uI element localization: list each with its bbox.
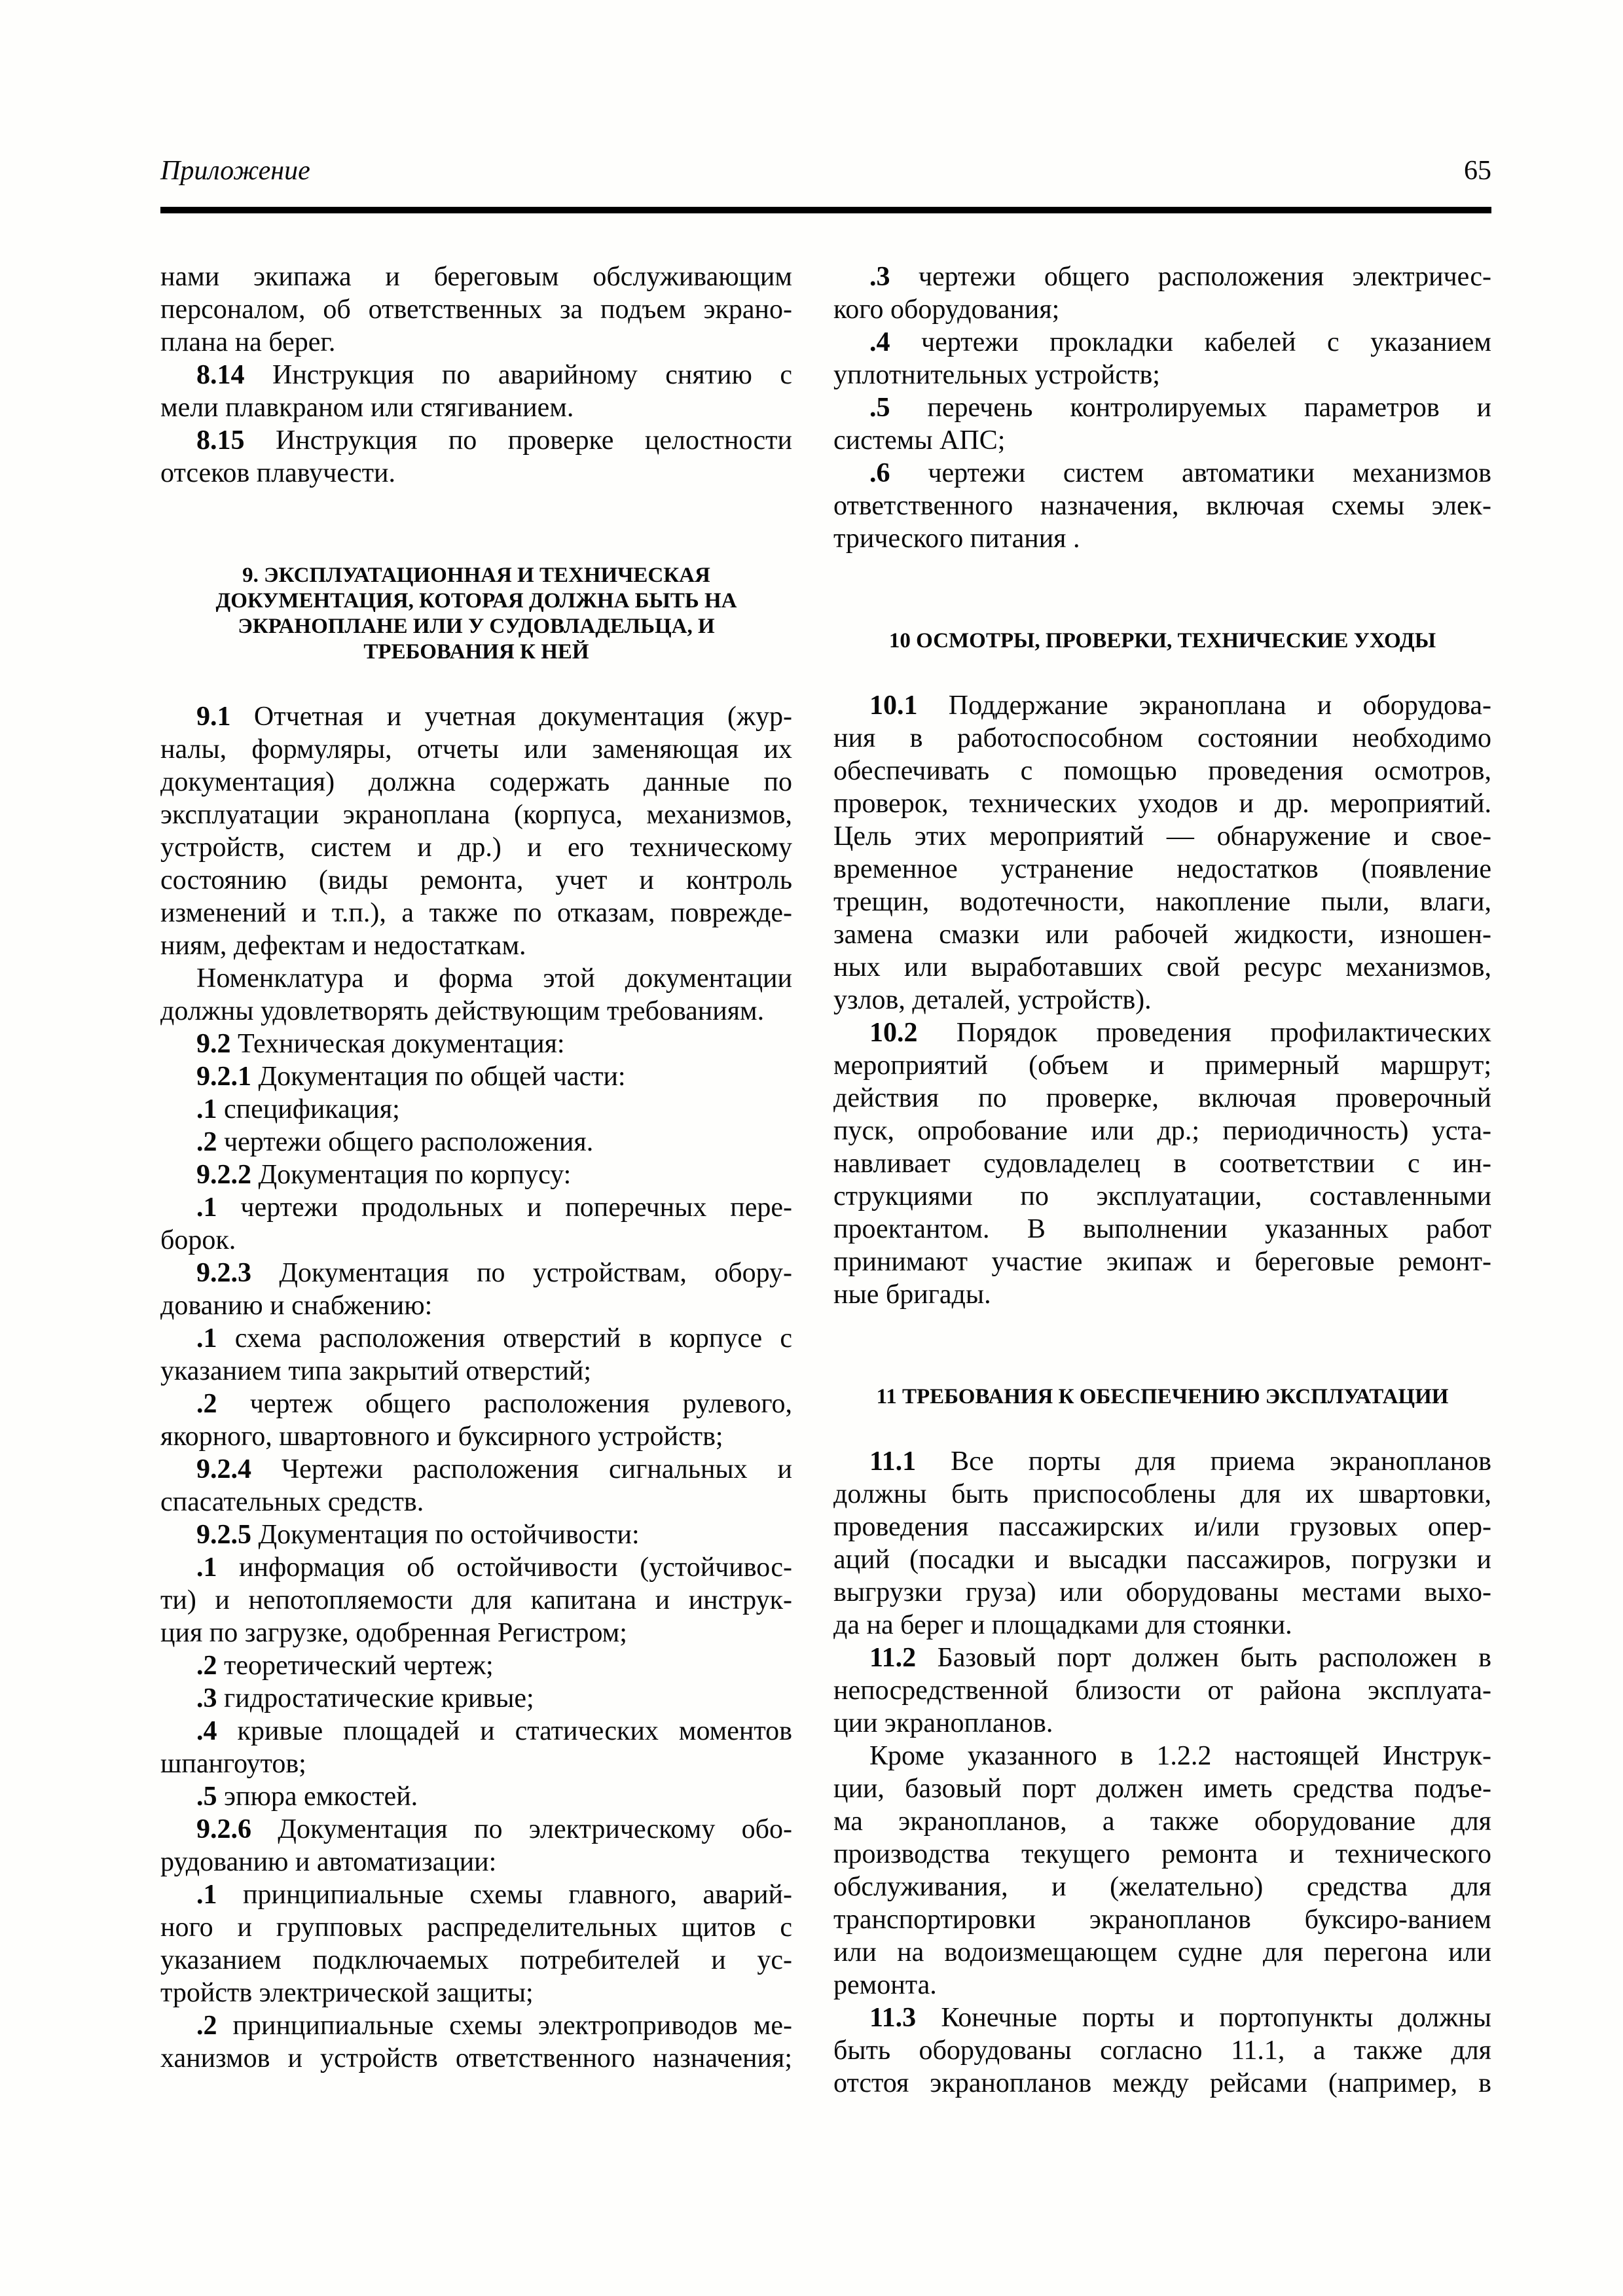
heading-line: ЭКРАНОПЛАНЕ ИЛИ У СУДОВЛАДЕЛЬЦА, И <box>238 615 715 638</box>
text-line: ции экранопланов. <box>833 1708 1053 1738</box>
text-line: 9.2 Техническая документация: <box>196 1029 565 1059</box>
paragraph <box>833 260 1491 326</box>
text-line: ханизмов и устройств ответственного назначения; <box>160 2043 792 2073</box>
right-column <box>833 260 1491 2100</box>
clause-number: .1 <box>196 1094 217 1124</box>
text-line: должны быть приспособлены для их швартовки, <box>833 1479 1491 1509</box>
paragraph <box>160 1518 792 1551</box>
text-line: документация) должна содержать данные по <box>160 767 792 797</box>
text-line: 9.2.2 Документация по корпусу: <box>196 1160 572 1190</box>
text-line: эксплуатации экраноплана (корпуса, механизмов, <box>160 800 792 830</box>
text-line: .4 кривые площадей и статических моментов <box>196 1716 792 1746</box>
heading-line: ДОКУМЕНТАЦИЯ, КОТОРАЯ ДОЛЖНА БЫТЬ НА <box>215 589 737 613</box>
clause-number: .2 <box>196 1127 217 1157</box>
text-line: .4 чертежи прокладки кабелей с указанием <box>869 327 1491 357</box>
text-line: 8.15 Инструкция по проверке целостности <box>196 425 792 456</box>
paragraph <box>160 1322 792 1388</box>
text-line: ния в работоспособном состоянии необходимо <box>833 723 1491 753</box>
paragraph <box>160 1388 792 1453</box>
text-line: спасательных средств. <box>160 1487 424 1517</box>
text-line: отстоя экранопланов между рейсами (например, в <box>833 2068 1491 2098</box>
text-line: дованию и снабжению: <box>160 1291 433 1321</box>
clause-number: .5 <box>869 393 890 423</box>
clause-number: 10.1 <box>869 691 918 721</box>
clause-number: .1 <box>196 1323 217 1354</box>
paragraph <box>160 1682 792 1715</box>
text-line: тройств электрической защиты; <box>160 1978 534 2008</box>
clause-number: .4 <box>196 1716 217 1746</box>
text-line: обслуживания, и (желательно) средства для <box>833 1872 1491 1902</box>
text-line: да на берег и площадками для стоянки. <box>833 1610 1292 1640</box>
paragraph <box>160 260 792 359</box>
text-line: уплотнительных устройств; <box>833 360 1160 390</box>
text-line: 9.2.1 Документация по общей части: <box>196 1062 626 1092</box>
text-line: указанием подключаемых потребителей и ус- <box>160 1945 792 1975</box>
paragraph <box>160 359 792 424</box>
clause-number: .2 <box>196 1389 217 1419</box>
text-line: ных или выработавших свой ресурс механизмов, <box>833 952 1491 982</box>
paragraph <box>160 962 792 1028</box>
text-line: производства текущего ремонта и технического <box>833 1839 1491 1869</box>
text-line: мероприятий (объем и примерный маршрут; <box>833 1050 1491 1081</box>
text-line: навливает судовладелец в соответствии с ин- <box>833 1149 1491 1179</box>
clause-number: 8.14 <box>196 360 245 390</box>
paragraph <box>160 1813 792 1878</box>
text-line: 11.3 Конечные порты и портопункты должны <box>869 2003 1491 2033</box>
text-line: ция по загрузке, одобренная Регистром; <box>160 1618 627 1648</box>
text-line: 11.1 Все порты для приема экранопланов <box>869 1446 1491 1477</box>
clause-number: .1 <box>196 1552 217 1583</box>
text-line: .6 чертежи систем автоматики механизмов <box>869 458 1491 488</box>
text-line: .1 принципиальные схемы главного, аварий- <box>196 1880 792 1910</box>
text-line: или на водоизмещающем судне для перегона или <box>833 1937 1491 1967</box>
clause-number: 9.2.6 <box>196 1814 251 1844</box>
text-line: Цель этих мероприятий — обнаружение и свое- <box>833 821 1491 852</box>
clause-number: 11.2 <box>869 1643 917 1673</box>
clause-number: 9.1 <box>196 702 231 732</box>
clause-number: 9.2.4 <box>196 1454 251 1484</box>
clause-number: .5 <box>196 1782 217 1812</box>
paragraph <box>833 1641 1491 1740</box>
text-line: трещин, водотечности, накопление пыли, влаги, <box>833 887 1491 917</box>
clause-number: .1 <box>196 1193 217 1223</box>
paragraph <box>833 326 1491 391</box>
text-line: устройств, систем и др.) и его техническому <box>160 833 792 863</box>
text-line: 10.1 Поддержание экраноплана и оборудова- <box>869 691 1491 721</box>
text-line: указанием типа закрытий отверстий; <box>160 1356 592 1386</box>
clause-number: .1 <box>196 1880 217 1910</box>
heading-line: ТРЕБОВАНИЯ К НЕЙ <box>363 640 589 664</box>
clause-number: 9.2.2 <box>196 1160 251 1190</box>
running-header-title: Приложение <box>160 156 310 186</box>
text-line: плана на берег. <box>160 327 336 357</box>
text-line: .1 чертежи продольных и поперечных пере- <box>196 1193 792 1223</box>
text-line: обеспечивать с помощью проведения осмотров, <box>833 756 1491 786</box>
section-heading <box>833 628 1491 654</box>
text-line: системы АПС; <box>833 425 1006 456</box>
heading-line: 9. ЭКСПЛУАТАЦИОННАЯ И ТЕХНИЧЕСКАЯ <box>242 564 710 587</box>
paragraph <box>833 1445 1491 1641</box>
clause-number: 9.2.5 <box>196 1520 251 1550</box>
text-columns <box>160 260 1491 2100</box>
text-line: пуск, опробование или др.; периодичность) уста- <box>833 1116 1491 1146</box>
text-line: аций (посадки и высадки пассажиров, погрузки и <box>833 1545 1491 1575</box>
text-line: нами экипажа и береговым обслуживающим <box>160 262 792 292</box>
text-line: Номенклатура и форма этой документации <box>196 963 792 994</box>
text-line: проектантом. В выполнении указанных работ <box>833 1214 1491 1244</box>
text-line: шпангоутов; <box>160 1749 306 1779</box>
text-line: 11.2 Базовый порт должен быть расположен в <box>869 1643 1491 1673</box>
text-line: 9.2.6 Документация по электрическому обо- <box>196 1814 792 1844</box>
clause-number: 11.1 <box>869 1446 917 1477</box>
clause-number: 9.2 <box>196 1029 231 1059</box>
text-line: ные бригады. <box>833 1280 991 1310</box>
text-line: проведения пассажирских и/или грузовых опер- <box>833 1512 1491 1542</box>
clause-number: 11.3 <box>869 2003 917 2033</box>
paragraph <box>160 1060 792 1093</box>
paragraph <box>833 391 1491 457</box>
section-heading <box>833 1384 1491 1410</box>
paragraph <box>833 689 1491 1016</box>
text-line: 9.1 Отчетная и учетная документация (жур- <box>196 702 792 732</box>
clause-number: .2 <box>196 1651 217 1681</box>
text-line: якорного, швартовного и буксирного устройств; <box>160 1422 723 1452</box>
clause-number: 9.2.1 <box>196 1062 251 1092</box>
text-line: трического питания . <box>833 524 1080 554</box>
text-line: .1 спецификация; <box>196 1094 400 1124</box>
clause-number: .3 <box>869 262 890 292</box>
paragraph <box>833 2001 1491 2100</box>
text-line: ции, базовый порт должен иметь средства подъе- <box>833 1774 1491 1804</box>
heading-line: 11 ТРЕБОВАНИЯ К ОБЕСПЕЧЕНИЮ ЭКСПЛУАТАЦИИ <box>876 1385 1449 1408</box>
heading-line: 10 ОСМОТРЫ, ПРОВЕРКИ, ТЕХНИЧЕСКИЕ УХОДЫ <box>888 629 1436 653</box>
text-line: ма экранопланов, а также оборудование для <box>833 1806 1491 1837</box>
text-line: действия по проверке, включая проверочный <box>833 1083 1491 1113</box>
text-line: транспортировки экранопланов буксиро-ванием <box>833 1905 1491 1935</box>
text-line: .2 чертежи общего расположения. <box>196 1127 594 1157</box>
paragraph <box>160 700 792 962</box>
text-line: замена смазки или рабочей жидкости, изношен- <box>833 920 1491 950</box>
text-line: 9.2.4 Чертежи расположения сигнальных и <box>196 1454 792 1484</box>
text-line: быть оборудованы согласно 11.1, а также для <box>833 2036 1491 2066</box>
paragraph <box>160 1191 792 1257</box>
text-line: .3 чертежи общего расположения электричес- <box>869 262 1491 292</box>
text-line: 9.2.3 Документация по устройствам, обору- <box>196 1258 792 1288</box>
text-line: .5 эпюра емкостей. <box>196 1782 418 1812</box>
text-line: изменений и т.п.), а также по отказам, поврежде- <box>160 898 792 928</box>
paragraph <box>160 1551 792 1649</box>
paragraph <box>833 1740 1491 2001</box>
text-line: .5 перечень контролируемых параметров и <box>869 393 1491 423</box>
text-line: состоянию (виды ремонта, учет и контроль <box>160 865 792 895</box>
text-line: проверок, технических уходов и др. мероприятий. <box>833 789 1491 819</box>
paragraph <box>160 1780 792 1813</box>
text-line: 8.14 Инструкция по аварийному снятию с <box>196 360 792 390</box>
text-line: непосредственной близости от района эксплуата- <box>833 1676 1491 1706</box>
text-line: ремонта. <box>833 1970 937 2000</box>
clause-number: 10.2 <box>869 1018 918 1048</box>
paragraph <box>833 1016 1491 1311</box>
text-line: ти) и непотопляемости для капитана и инструк- <box>160 1585 792 1615</box>
section-heading <box>160 563 792 665</box>
paragraph <box>160 1715 792 1780</box>
clause-number: .3 <box>196 1683 217 1713</box>
page-number: 65 <box>1464 156 1491 186</box>
text-line: ного и групповых распределительных щитов с <box>160 1912 792 1943</box>
text-line: узлов, деталей, устройств). <box>833 985 1152 1015</box>
text-line: налы, формуляры, отчеты или заменяющая их <box>160 734 792 764</box>
text-line: .1 схема расположения отверстий в корпусе с <box>196 1323 792 1354</box>
text-line: мели плавкраном или стягиванием. <box>160 393 574 423</box>
text-line: персоналом, об ответственных за подъем экрано- <box>160 295 792 325</box>
text-line: отсеков плавучести. <box>160 458 395 488</box>
paragraph <box>160 1453 792 1518</box>
paragraph <box>833 457 1491 555</box>
text-line: струкциями по эксплуатации, составленными <box>833 1181 1491 1211</box>
paragraph <box>160 1028 792 1060</box>
paragraph <box>160 1158 792 1191</box>
running-header <box>160 156 1491 186</box>
text-line: ниям, дефектам и недостаткам. <box>160 931 526 961</box>
text-line: должны удовлетворять действующим требованиям. <box>160 996 765 1026</box>
header-rule <box>160 207 1491 213</box>
left-column <box>160 260 792 2100</box>
text-line: .1 информация об остойчивости (устойчивос- <box>196 1552 792 1583</box>
text-line: 10.2 Порядок проведения профилактических <box>869 1018 1491 1048</box>
clause-number: .6 <box>869 458 890 488</box>
paragraph <box>160 1126 792 1158</box>
paragraph <box>160 2009 792 2075</box>
clause-number: 9.2.3 <box>196 1258 251 1288</box>
text-line: выгрузки груза) или оборудованы местами выхо- <box>833 1577 1491 1607</box>
paragraph <box>160 1257 792 1322</box>
text-line: кого оборудования; <box>833 295 1060 325</box>
paragraph <box>160 1093 792 1126</box>
text-line: Кроме указанного в 1.2.2 настоящей Инструк- <box>869 1741 1491 1771</box>
clause-number: .4 <box>869 327 890 357</box>
text-line: 9.2.5 Документация по остойчивости: <box>196 1520 640 1550</box>
text-line: ответственного назначения, включая схемы элек- <box>833 491 1491 521</box>
text-line: .2 чертеж общего расположения рулевого, <box>196 1389 792 1419</box>
text-line: .3 гидростатические кривые; <box>196 1683 534 1713</box>
text-line: борок. <box>160 1225 236 1255</box>
text-line: рудованию и автоматизации: <box>160 1847 497 1877</box>
text-line: .2 теоретический чертеж; <box>196 1651 494 1681</box>
paragraph <box>160 1878 792 2009</box>
clause-number: 8.15 <box>196 425 245 456</box>
text-line: принимают участие экипаж и береговые ремонт- <box>833 1247 1491 1277</box>
paragraph <box>160 1649 792 1682</box>
paragraph <box>160 424 792 490</box>
text-line: временное устранение недостатков (появление <box>833 854 1491 884</box>
clause-number: .2 <box>196 2011 217 2041</box>
text-line: .2 принципиальные схемы электроприводов ме- <box>196 2011 792 2041</box>
